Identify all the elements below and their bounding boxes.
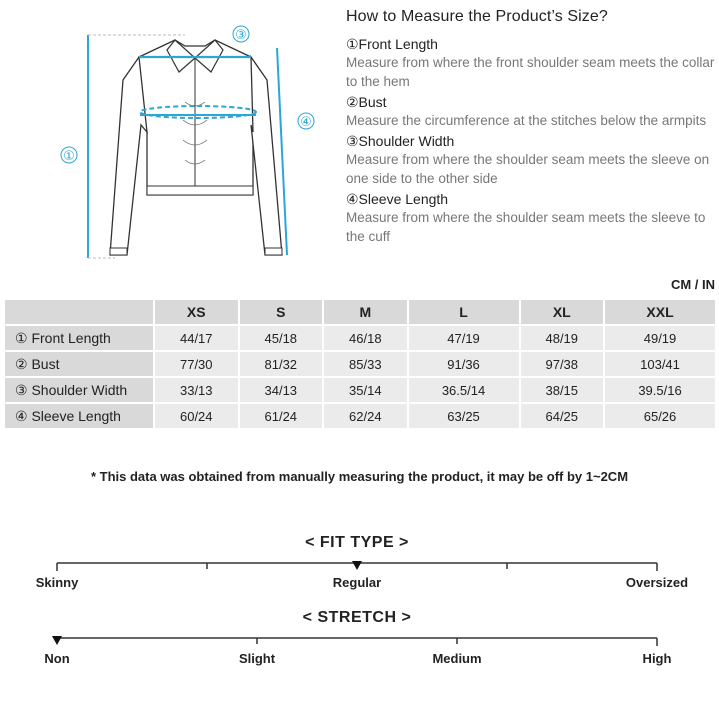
table-cell: 64/25 <box>521 404 604 428</box>
stretch-title: < STRETCH > <box>302 609 412 626</box>
table-cell: 33/13 <box>155 378 238 402</box>
row-label: ② Bust <box>5 352 153 376</box>
table-cell: 61/24 <box>240 404 323 428</box>
table-cell: 44/17 <box>155 326 238 350</box>
table-cell: 35/14 <box>324 378 407 402</box>
row-label: ③ Shoulder Width <box>5 378 153 402</box>
size-header: L <box>409 300 519 324</box>
table-cell: 85/33 <box>324 352 407 376</box>
garment-left-sleeve <box>110 57 147 255</box>
table-row <box>5 378 715 402</box>
size-header: XL <box>521 300 604 324</box>
unit-label: CM / IN <box>670 277 715 292</box>
table-cell: 97/38 <box>521 352 604 376</box>
instruction-shoulder-width-head: ③Shoulder Width <box>346 133 455 149</box>
instruction-front-length-desc: Measure from where the front shoulder seam meets the collar to the hem <box>346 55 715 89</box>
table-cell: 63/25 <box>409 404 519 428</box>
table-cell: 46/18 <box>324 326 407 350</box>
instruction-front-length-head: ①Front Length <box>346 36 438 52</box>
table-cell: 62/24 <box>324 404 407 428</box>
table-cell: 34/13 <box>240 378 323 402</box>
table-cell: 103/41 <box>605 352 715 376</box>
table-cell: 81/32 <box>240 352 323 376</box>
instruction-shoulder-width-desc: Measure from where the shoulder seam meets the sleeve on one side to the other side <box>346 152 710 186</box>
measurement-note: * This data was obtained from manually measuring the product, it may be off by 1~2CM <box>90 469 629 484</box>
instruction-sleeve-length-desc: Measure from where the shoulder seam meets the sleeve to the cuff <box>346 210 706 244</box>
table-cell: 45/18 <box>240 326 323 350</box>
instructions-title: How to Measure the Product’s Size? <box>346 8 608 25</box>
instruction-bust-desc: Measure the circumference at the stitches below the armpits <box>346 113 707 128</box>
size-header-row <box>5 300 715 324</box>
stretch-pointer <box>52 636 62 645</box>
stretch-label-non: Non <box>44 651 70 666</box>
stretch-scale <box>0 633 719 653</box>
table-cell: 38/15 <box>521 378 604 402</box>
fit-type-title: < FIT TYPE > <box>305 534 409 551</box>
table-cell: 77/30 <box>155 352 238 376</box>
size-header: XS <box>155 300 238 324</box>
stretch-label-high: High <box>642 651 672 666</box>
fit-label-regular: Regular <box>332 575 382 590</box>
table-cell: 49/19 <box>605 326 715 350</box>
front-length-marker-label: ① <box>63 149 75 164</box>
size-header: XXL <box>605 300 715 324</box>
table-cell: 91/36 <box>409 352 519 376</box>
table-corner <box>5 300 153 324</box>
instruction-sleeve-length-head: ④Sleeve Length <box>346 191 449 207</box>
table-cell: 65/26 <box>605 404 715 428</box>
size-header: M <box>324 300 407 324</box>
table-cell: 48/19 <box>521 326 604 350</box>
stretch-label-medium: Medium <box>432 651 482 666</box>
garment-right-sleeve <box>251 57 282 255</box>
stretch-label-slight: Slight <box>238 651 276 666</box>
measure-instructions <box>346 8 716 248</box>
garment-illustration <box>55 20 335 270</box>
sleeve-length-marker-label: ④ <box>300 115 312 130</box>
table-cell: 47/19 <box>409 326 519 350</box>
row-label: ④ Sleeve Length <box>5 404 153 428</box>
table-row <box>5 326 715 350</box>
table-cell: 39.5/16 <box>605 378 715 402</box>
table-row <box>5 404 715 428</box>
fit-type-pointer <box>352 561 362 570</box>
table-cell: 36.5/14 <box>409 378 519 402</box>
instruction-bust-head: ②Bust <box>346 94 387 110</box>
row-label: ① Front Length <box>5 326 153 350</box>
size-table <box>3 298 717 430</box>
size-header: S <box>240 300 323 324</box>
fit-label-skinny: Skinny <box>35 575 79 590</box>
table-cell: 60/24 <box>155 404 238 428</box>
fit-label-oversized: Oversized <box>625 575 689 590</box>
shoulder-width-marker-label: ③ <box>235 28 247 43</box>
table-row <box>5 352 715 376</box>
